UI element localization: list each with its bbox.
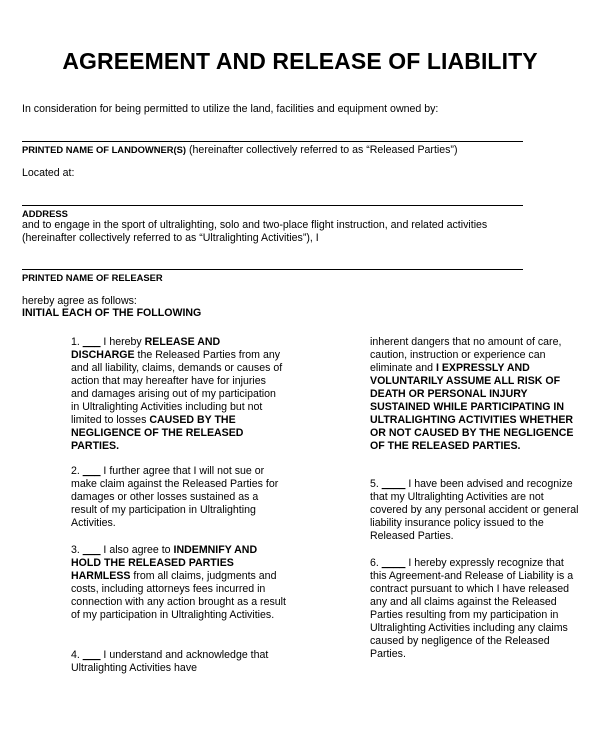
clause-2: 2. ___ I further agree that I will not sue or make claim against the Released Parties for damages or other losses sustained as a result of my participation in Ultralighting Activities. bbox=[71, 465, 279, 529]
releaser-signature-line[interactable] bbox=[22, 269, 523, 270]
initial-blank-5[interactable]: ____ bbox=[381, 478, 406, 490]
landowner-signature-line[interactable] bbox=[22, 141, 523, 142]
initial-blank-3[interactable]: ___ bbox=[82, 544, 101, 556]
clause-number: 2. bbox=[71, 465, 80, 477]
clause-number: 6. bbox=[370, 557, 379, 569]
releaser-label: PRINTED NAME OF RELEASER bbox=[22, 272, 163, 283]
address-text-1: and to engage in the sport of ultralighting, solo and two-place flight instruction, and related activities bbox=[22, 219, 488, 231]
clause-1: 1. ___ I hereby RELEASE AND DISCHARGE the Released Parties from any and all liability, claims, demands or causes of action that may hereafter have for injuries and damages arising out of my participation in Ultralighting Activities including but not limited to losses CAUSED BY THE NEGLIGENCE OF THE RELEASED PARTIES. bbox=[71, 336, 283, 452]
initial-blank-1[interactable]: ___ bbox=[82, 336, 101, 348]
landowner-suffix: (hereinafter collectively referred to as “Released Parties”) bbox=[186, 144, 458, 156]
landowner-caption bbox=[22, 143, 458, 157]
clause-5: 5. ____ I have been advised and recognize that my Ultralighting Activities are not covered by any personal accident or general liability insurance policy issued to the Released Parties. bbox=[370, 478, 579, 542]
initial-heading: INITIAL EACH OF THE FOLLOWING bbox=[22, 307, 202, 319]
clause-3: 3. ___ I also agree to INDEMNIFY AND HOLD THE RELEASED PARTIES HARMLESS from all claims, judgments and costs, including attorneys fees incurred in connection with any action brought as a result of my participation in Ultralighting Activities. bbox=[71, 544, 286, 621]
address-line[interactable] bbox=[22, 205, 523, 206]
clause-number: 3. bbox=[71, 544, 80, 556]
document-title: AGREEMENT AND RELEASE OF LIABILITY bbox=[62, 48, 538, 74]
landowner-label: PRINTED NAME OF LANDOWNER(S) bbox=[22, 144, 187, 155]
clause-4: 4. ___ I understand and acknowledge that Ultralighting Activities have bbox=[71, 649, 269, 674]
initial-blank-2[interactable]: ___ bbox=[82, 465, 101, 477]
address-text-2: (hereinafter collectively referred to as “Ultralighting Activities”), I bbox=[22, 232, 319, 244]
clause-4-continued: inherent dangers that no amount of care, caution, instruction or experience can eliminate and I EXPRESSLY AND VOLUNTARILY ASSUME ALL RISK OF DEATH OR PERSONAL INJURY SUSTAINED WHILE PARTICIPATING IN ULTRALIGHTING ACTIVITIES WHETHER OR NOT CAUSED BY THE NEGLIGENCE OF THE RELEASED PARTIES. bbox=[370, 336, 574, 452]
located-at-text: Located at: bbox=[22, 167, 75, 179]
clause-number: 1. bbox=[71, 336, 80, 348]
agree-text: hereby agree as follows: bbox=[22, 295, 137, 307]
initial-blank-4[interactable]: ___ bbox=[82, 649, 101, 661]
clause-6: 6. ____ I hereby expressly recognize that this Agreement-and Release of Liability is a contract pursuant to which I have released any and all claims against the Released Parties resulting from my participation in Ultralighting Activities including any claims caused by negligence of the Released Parties. bbox=[370, 557, 574, 660]
clause-number: 5. bbox=[370, 478, 379, 490]
clause-number: 4. bbox=[71, 649, 80, 661]
intro-text: In consideration for being permitted to utilize the land, facilities and equipment owned by: bbox=[22, 103, 439, 115]
initial-blank-6[interactable]: ____ bbox=[381, 557, 406, 569]
address-label: ADDRESS bbox=[22, 208, 68, 219]
